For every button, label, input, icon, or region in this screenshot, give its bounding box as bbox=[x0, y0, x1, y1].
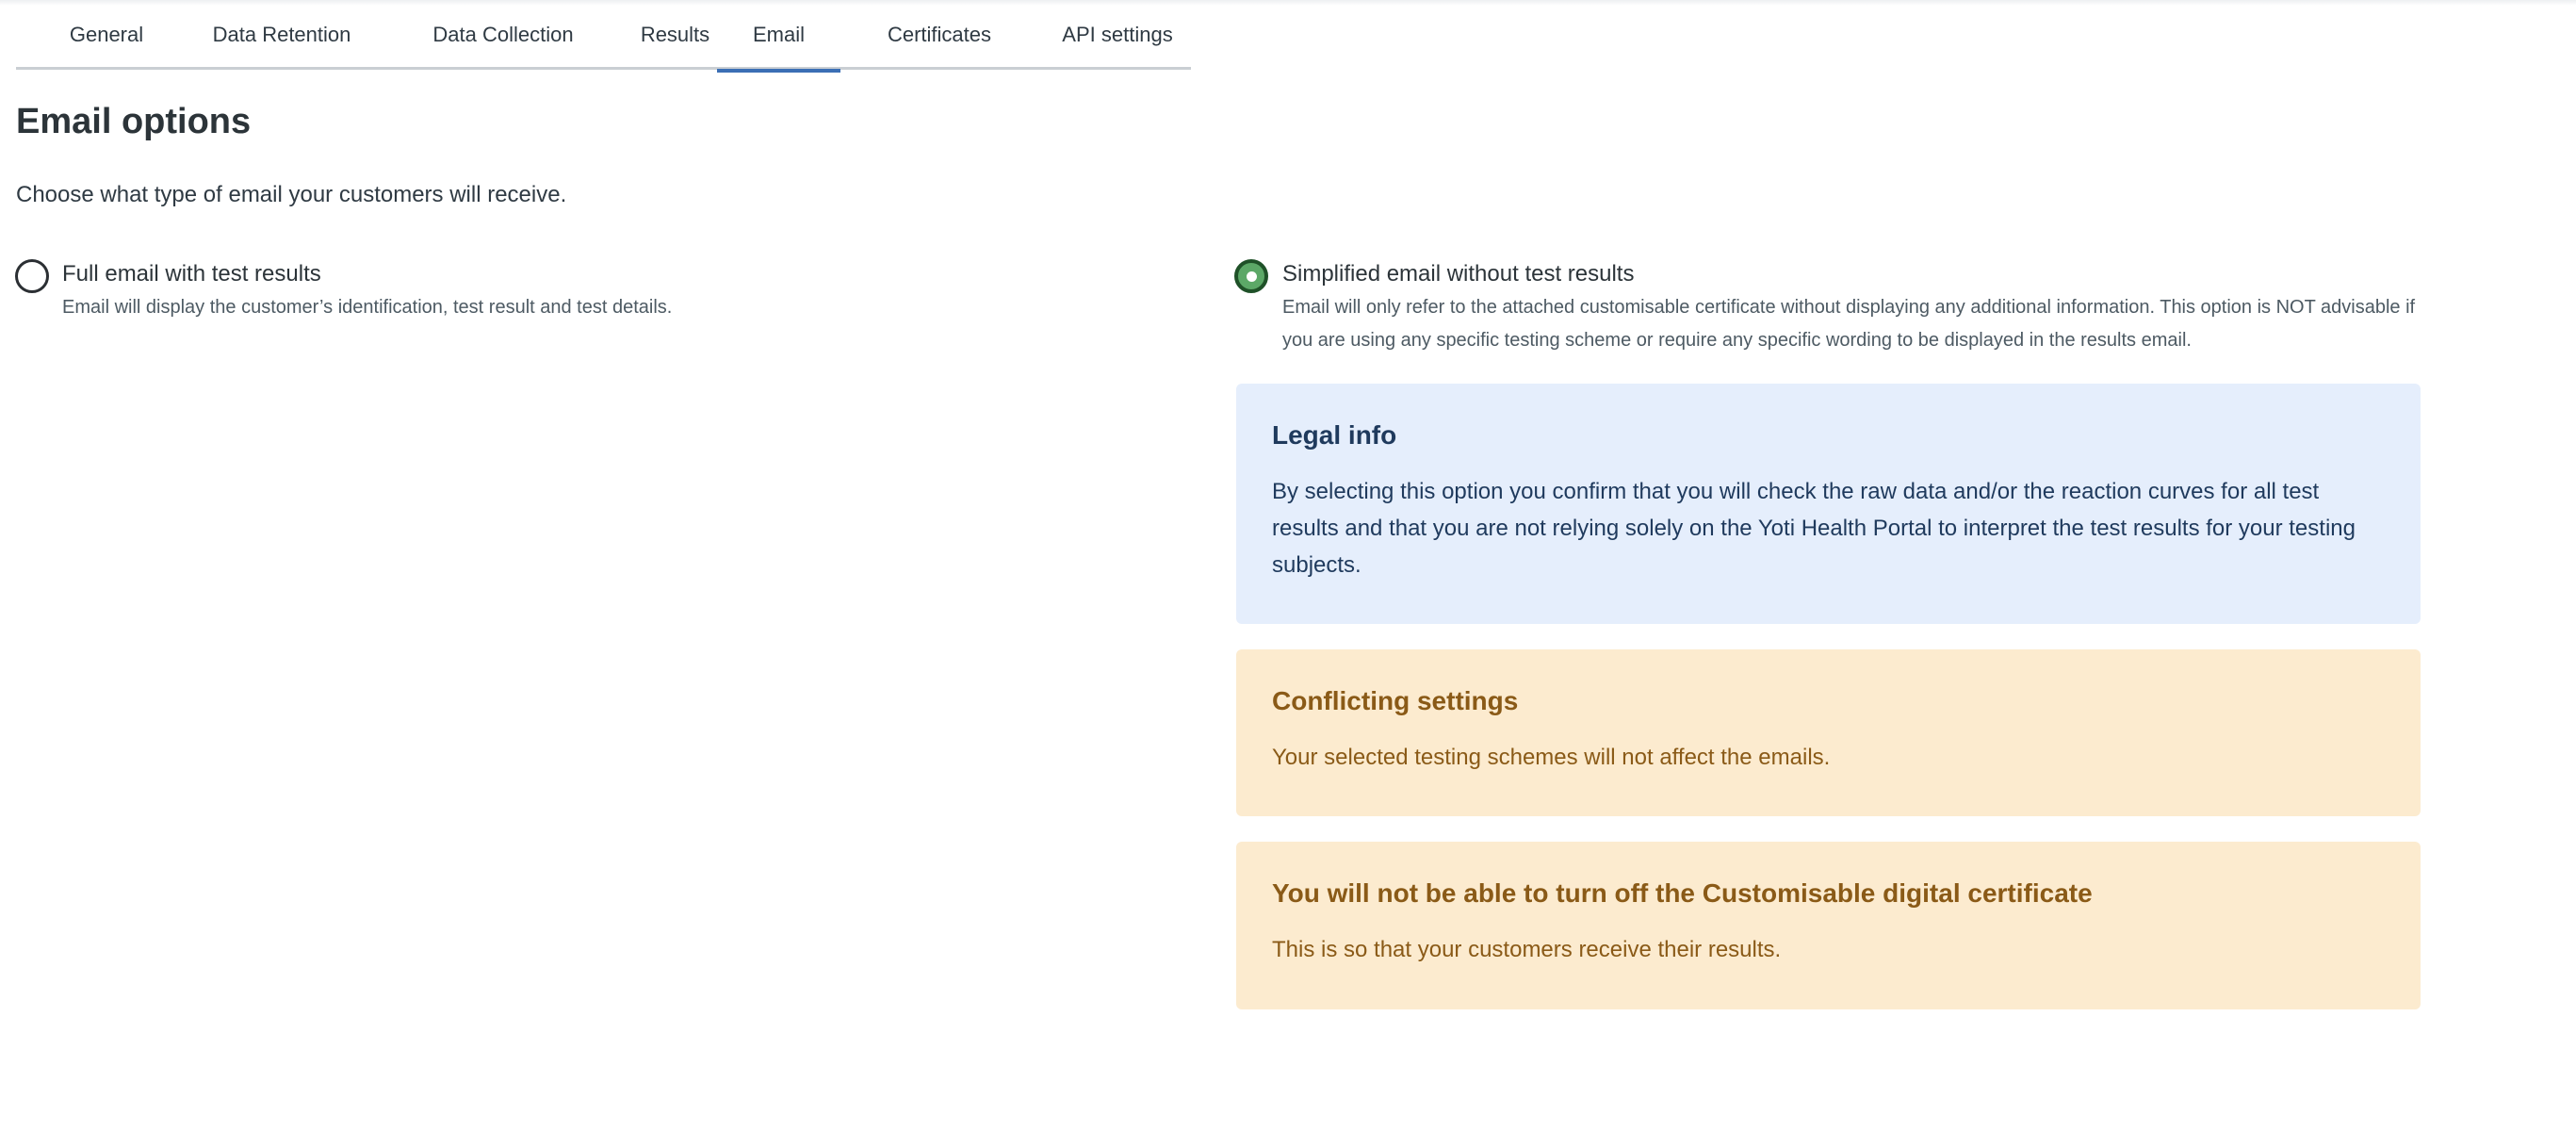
conflicting-settings-body: Your selected testing schemes will not affect the emails. bbox=[1272, 745, 1831, 770]
simplified-email-radio[interactable] bbox=[1234, 259, 1268, 293]
legal-info-body: By selecting this option you confirm that you will check the raw data and/or the reaction curves for all test results and that you are not relying solely on the Yoti Health Portal to interpret the test results for your testing subjects. bbox=[1272, 479, 2356, 578]
tab-email[interactable]: Email bbox=[717, 0, 840, 70]
certificate-warning-body: This is so that your customers receive their results. bbox=[1272, 937, 1782, 962]
tab-results[interactable]: Results bbox=[640, 23, 710, 46]
settings-tabs bbox=[16, 0, 1191, 70]
legal-info-box bbox=[1236, 384, 2421, 624]
tab-certificates[interactable]: Certificates bbox=[887, 23, 992, 46]
legal-info-title: Legal info bbox=[1272, 420, 1397, 450]
conflicting-settings-box bbox=[1236, 649, 2421, 816]
page-intro: Choose what type of email your customers will receive. bbox=[16, 182, 567, 207]
certificate-warning-box bbox=[1236, 842, 2421, 1009]
simplified-email-option-description: Email will only refer to the attached customisable certificate without displaying any additional information. This option is NOT advisable if you are using any specific testing scheme or require any specific wording to be displayed in the results email. bbox=[1282, 297, 2416, 351]
full-email-radio[interactable] bbox=[15, 259, 49, 293]
certificate-warning-title: You will not be able to turn off the Customisable digital certificate bbox=[1272, 878, 2093, 908]
page-title: Email options bbox=[16, 102, 252, 141]
tab-data-collection[interactable]: Data Collection bbox=[432, 23, 574, 46]
tab-data-retention[interactable]: Data Retention bbox=[212, 23, 351, 46]
full-email-option-title[interactable]: Full email with test results bbox=[62, 261, 321, 287]
simplified-email-option-title[interactable]: Simplified email without test results bbox=[1282, 261, 1635, 287]
tab-api-settings[interactable]: API settings bbox=[1062, 23, 1173, 46]
tab-general[interactable]: General bbox=[69, 23, 144, 46]
full-email-option-description: Email will display the customer’s identification, test result and test details. bbox=[62, 297, 673, 318]
conflicting-settings-title: Conflicting settings bbox=[1272, 686, 1519, 715]
